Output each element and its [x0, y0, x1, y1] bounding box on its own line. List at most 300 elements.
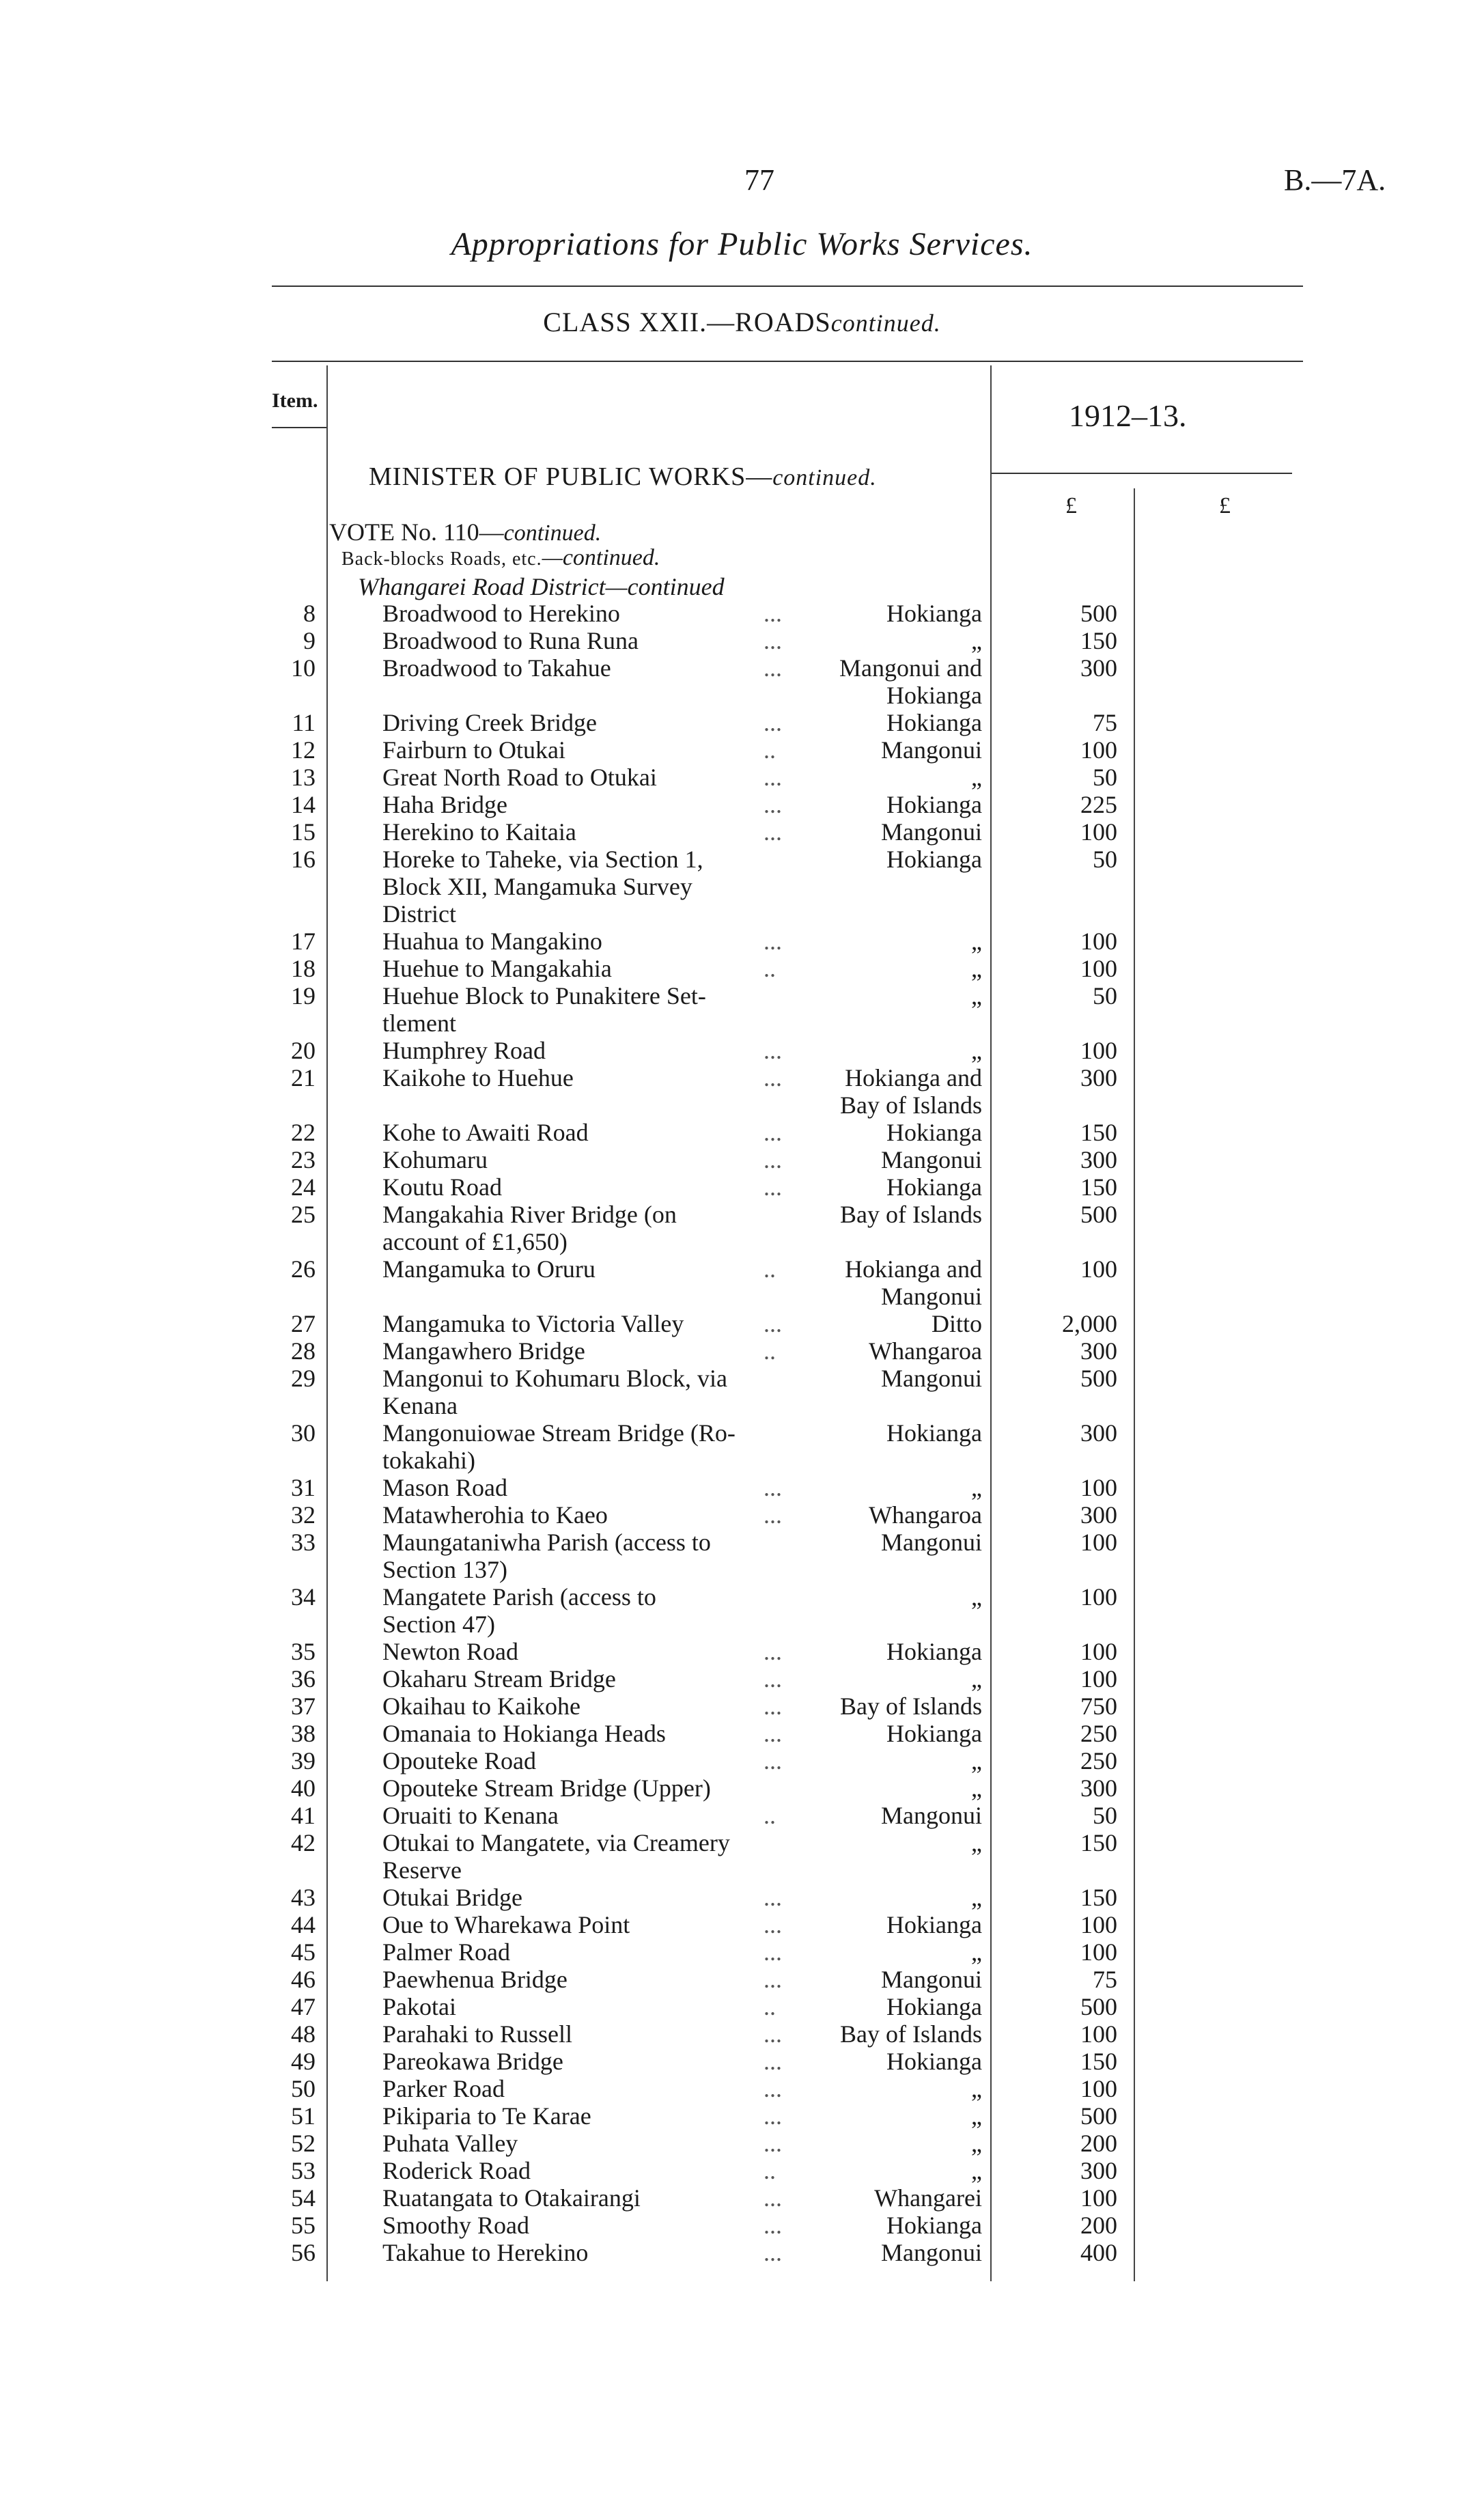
year-column-header: 1912–13. — [1069, 398, 1187, 433]
item-number: 56 — [291, 2239, 316, 2266]
item-number: 9 — [303, 627, 316, 654]
table-row — [0, 2020, 1484, 2048]
leader-dots: ... — [764, 1119, 782, 1146]
backblocks-heading-text: Back-blocks Roads, etc. — [341, 548, 542, 570]
item-number: 23 — [291, 1146, 316, 1173]
item-amount: 100 — [1080, 928, 1117, 955]
table-row — [0, 955, 1484, 982]
item-amount: 250 — [1080, 1720, 1117, 1747]
item-district: „ — [971, 1884, 982, 1911]
item-description: Opouteke Stream Bridge (Upper) — [382, 1774, 711, 1802]
item-description: Koutu Road — [382, 1173, 502, 1201]
vote-heading-continued: continued. — [503, 520, 602, 546]
table-row — [0, 1938, 1484, 1966]
table-row — [0, 2075, 1484, 2102]
item-number: 30 — [291, 1419, 316, 1447]
item-district: Hokianga and Bay of Islands — [840, 1064, 982, 1119]
item-district: „ — [971, 2130, 982, 2157]
item-description: Huehue Block to Punakitere Set- tlement — [382, 982, 706, 1037]
item-district: „ — [971, 1774, 982, 1802]
item-amount: 100 — [1080, 2020, 1117, 2048]
item-district: Hokianga — [886, 2048, 982, 2075]
item-district: Hokianga — [886, 1173, 982, 1201]
item-number: 42 — [291, 1829, 316, 1856]
item-district: Mangonui — [881, 818, 982, 846]
leader-dots: ... — [764, 1911, 782, 1938]
table-row — [0, 1201, 1484, 1255]
table-row — [0, 736, 1484, 764]
item-district: Hokianga — [886, 846, 982, 873]
item-number: 14 — [291, 791, 316, 818]
item-description: Huehue to Mangakahia — [382, 955, 612, 982]
item-amount: 300 — [1080, 1774, 1117, 1802]
leader-dots: .. — [764, 955, 776, 982]
document-reference: B.—7A. — [1284, 163, 1386, 197]
table-row — [0, 1693, 1484, 1720]
item-number: 8 — [303, 600, 316, 627]
table-row — [0, 709, 1484, 736]
minister-heading-text: MINISTER OF PUBLIC WORKS— — [369, 462, 773, 491]
item-district: Hokianga — [886, 1993, 982, 2020]
table-row — [0, 2212, 1484, 2239]
item-district: Bay of Islands — [840, 1693, 982, 1720]
table-row — [0, 1173, 1484, 1201]
leader-dots: ... — [764, 2020, 782, 2048]
leader-dots: ... — [764, 2102, 782, 2130]
currency-symbol-items: £ — [1065, 493, 1077, 518]
table-row — [0, 654, 1484, 709]
item-description: Broadwood to Herekino — [382, 600, 620, 627]
item-number: 16 — [291, 846, 316, 873]
item-number: 46 — [291, 1966, 316, 1993]
item-description: Pakotai — [382, 1993, 456, 2020]
item-district: Hokianga — [886, 1720, 982, 1747]
leader-dots: ... — [764, 2075, 782, 2102]
item-amount: 100 — [1080, 2184, 1117, 2212]
appropriation-rows — [0, 600, 1484, 2266]
item-description: Pareokawa Bridge — [382, 2048, 563, 2075]
table-row — [0, 1665, 1484, 1693]
item-district: Hokianga — [886, 600, 982, 627]
table-row — [0, 1365, 1484, 1419]
leader-dots: ... — [764, 1146, 782, 1173]
item-number: 36 — [291, 1665, 316, 1693]
item-amount: 75 — [1093, 709, 1117, 736]
table-row — [0, 1884, 1484, 1911]
item-amount: 100 — [1080, 955, 1117, 982]
item-description: Takahue to Herekino — [382, 2239, 589, 2266]
item-district: Bay of Islands — [840, 2020, 982, 2048]
item-district: Whangarei — [874, 2184, 982, 2212]
item-description: Mangatete Parish (access to Section 47) — [382, 1583, 656, 1638]
item-amount: 300 — [1080, 1501, 1117, 1529]
table-row — [0, 1419, 1484, 1474]
leader-dots: .. — [764, 1255, 776, 1283]
table-row — [0, 2239, 1484, 2266]
item-description: Okaihau to Kaikohe — [382, 1693, 580, 1720]
item-district: Hokianga — [886, 1911, 982, 1938]
item-number: 38 — [291, 1720, 316, 1747]
item-number: 54 — [291, 2184, 316, 2212]
item-number: 50 — [291, 2075, 316, 2102]
item-description: Puhata Valley — [382, 2130, 518, 2157]
item-amount: 100 — [1080, 1665, 1117, 1693]
item-district: Hokianga — [886, 709, 982, 736]
item-amount: 100 — [1080, 1638, 1117, 1665]
item-number: 49 — [291, 2048, 316, 2075]
item-amount: 50 — [1093, 982, 1117, 1009]
table-row — [0, 1310, 1484, 1337]
leader-dots: ... — [764, 627, 782, 654]
table-row — [0, 1501, 1484, 1529]
item-number: 45 — [291, 1938, 316, 1966]
item-amount: 100 — [1080, 736, 1117, 764]
item-description: Parahaki to Russell — [382, 2020, 572, 2048]
item-amount: 50 — [1093, 1802, 1117, 1829]
item-district: Mangonui — [881, 736, 982, 764]
currency-symbol-total: £ — [1219, 493, 1231, 518]
item-district: Mangonui — [881, 1529, 982, 1556]
item-district: Bay of Islands — [840, 1201, 982, 1228]
leader-dots: ... — [764, 1037, 782, 1064]
table-row — [0, 1474, 1484, 1501]
item-description: Mangonui to Kohumaru Block, via Kenana — [382, 1365, 727, 1419]
item-amount: 100 — [1080, 818, 1117, 846]
item-district: „ — [971, 1474, 982, 1501]
item-description: Otukai Bridge — [382, 1884, 522, 1911]
item-number: 44 — [291, 1911, 316, 1938]
minister-heading-continued: continued. — [772, 465, 877, 490]
item-amount: 150 — [1080, 627, 1117, 654]
item-district: „ — [971, 955, 982, 982]
table-row — [0, 1638, 1484, 1665]
leader-dots: ... — [764, 2239, 782, 2266]
item-amount: 100 — [1080, 1474, 1117, 1501]
item-district: Hokianga — [886, 1419, 982, 1447]
item-description: Broadwood to Takahue — [382, 654, 611, 682]
item-description: Otukai to Mangatete, via Creamery Reserve — [382, 1829, 730, 1884]
item-district: Hokianga — [886, 2212, 982, 2239]
item-number: 52 — [291, 2130, 316, 2157]
item-description: Great North Road to Otukai — [382, 764, 657, 791]
item-number: 48 — [291, 2020, 316, 2048]
leader-dots: ... — [764, 1720, 782, 1747]
item-number: 24 — [291, 1173, 316, 1201]
leader-dots: ... — [764, 764, 782, 791]
item-description: Kaikohe to Huehue — [382, 1064, 574, 1091]
item-amount: 50 — [1093, 846, 1117, 873]
item-description: Pikiparia to Te Karae — [382, 2102, 591, 2130]
item-number: 25 — [291, 1201, 316, 1228]
item-description: Maungataniwha Parish (access to Section 137) — [382, 1529, 711, 1583]
item-description: Palmer Road — [382, 1938, 510, 1966]
item-district: Hokianga — [886, 1638, 982, 1665]
leader-dots: ... — [764, 1501, 782, 1529]
table-row — [0, 1829, 1484, 1884]
item-amount: 100 — [1080, 1583, 1117, 1611]
table-row — [0, 1911, 1484, 1938]
leader-dots: .. — [764, 1337, 776, 1365]
leader-dots: ... — [764, 2130, 782, 2157]
item-amount: 300 — [1080, 1064, 1117, 1091]
item-district: Mangonui — [881, 1966, 982, 1993]
item-amount: 300 — [1080, 1419, 1117, 1447]
item-amount: 500 — [1080, 2102, 1117, 2130]
item-amount: 500 — [1080, 1201, 1117, 1228]
table-row — [0, 1037, 1484, 1064]
item-district: „ — [971, 627, 982, 654]
table-row — [0, 2130, 1484, 2157]
item-description: Haha Bridge — [382, 791, 507, 818]
leader-dots: ... — [764, 2048, 782, 2075]
item-description: Mason Road — [382, 1474, 507, 1501]
item-amount: 200 — [1080, 2130, 1117, 2157]
item-district: Whangaroa — [869, 1337, 982, 1365]
item-district: „ — [971, 2075, 982, 2102]
backblocks-heading — [341, 545, 660, 571]
item-number: 34 — [291, 1583, 316, 1611]
item-description: Paewhenua Bridge — [382, 1966, 568, 1993]
table-row — [0, 1337, 1484, 1365]
item-amount: 150 — [1080, 1173, 1117, 1201]
table-row — [0, 2184, 1484, 2212]
page-number: 77 — [744, 163, 774, 197]
table-row — [0, 1064, 1484, 1119]
leader-dots: ... — [764, 2212, 782, 2239]
item-amount: 500 — [1080, 600, 1117, 627]
item-number: 15 — [291, 818, 316, 846]
item-district: Hokianga — [886, 1119, 982, 1146]
item-description: Opouteke Road — [382, 1747, 536, 1774]
leader-dots: ... — [764, 818, 782, 846]
item-amount: 250 — [1080, 1747, 1117, 1774]
minister-heading — [369, 462, 877, 492]
item-district: Ditto — [931, 1310, 982, 1337]
item-number: 28 — [291, 1337, 316, 1365]
leader-dots: ... — [764, 928, 782, 955]
leader-dots: ... — [764, 1938, 782, 1966]
vote-heading — [329, 518, 601, 546]
item-description: Mangonuiowae Stream Bridge (Ro- tokakahi) — [382, 1419, 736, 1474]
item-description: Oruaiti to Kenana — [382, 1802, 559, 1829]
item-number: 20 — [291, 1037, 316, 1064]
item-number: 51 — [291, 2102, 316, 2130]
item-number: 29 — [291, 1365, 316, 1392]
item-amount: 100 — [1080, 1037, 1117, 1064]
item-district: „ — [971, 2102, 982, 2130]
item-number: 35 — [291, 1638, 316, 1665]
item-description: Huahua to Mangakino — [382, 928, 602, 955]
item-district: Mangonui and Hokianga — [839, 654, 982, 709]
item-amount: 150 — [1080, 1884, 1117, 1911]
item-description: Driving Creek Bridge — [382, 709, 597, 736]
item-district: Mangonui — [881, 1146, 982, 1173]
item-description: Mangamuka to Victoria Valley — [382, 1310, 684, 1337]
item-number: 11 — [292, 709, 316, 736]
item-amount: 100 — [1080, 1255, 1117, 1283]
table-top-rule — [272, 361, 1303, 362]
item-number: 26 — [291, 1255, 316, 1283]
item-description: Roderick Road — [382, 2157, 531, 2184]
class-heading-continued: continued. — [830, 309, 941, 337]
table-row — [0, 627, 1484, 654]
leader-dots: ... — [764, 1693, 782, 1720]
item-description: Mangawhero Bridge — [382, 1337, 585, 1365]
item-description: Ruatangata to Otakairangi — [382, 2184, 641, 2212]
item-amount: 225 — [1080, 791, 1117, 818]
item-description: Fairburn to Otukai — [382, 736, 565, 764]
item-amount: 50 — [1093, 764, 1117, 791]
table-row — [0, 818, 1484, 846]
item-number: 10 — [291, 654, 316, 682]
item-number: 31 — [291, 1474, 316, 1501]
leader-dots: ... — [764, 1665, 782, 1693]
item-district: „ — [971, 982, 982, 1009]
item-description: Smoothy Road — [382, 2212, 530, 2239]
table-row — [0, 791, 1484, 818]
table-row — [0, 1583, 1484, 1638]
item-description: Humphrey Road — [382, 1037, 546, 1064]
item-amount: 100 — [1080, 1938, 1117, 1966]
leader-dots: ... — [764, 654, 782, 682]
leader-dots: ... — [764, 1064, 782, 1091]
item-district: Whangaroa — [869, 1501, 982, 1529]
table-row — [0, 1993, 1484, 2020]
class-heading-text: CLASS XXII.—ROADS — [543, 307, 831, 337]
item-number: 18 — [291, 955, 316, 982]
item-header-rule — [272, 427, 326, 428]
item-description: Oue to Wharekawa Point — [382, 1911, 630, 1938]
leader-dots: ... — [764, 709, 782, 736]
item-district: „ — [971, 1665, 982, 1693]
item-amount: 300 — [1080, 2157, 1117, 2184]
item-number: 12 — [291, 736, 316, 764]
year-header-rule — [992, 473, 1292, 474]
item-district: Hokianga — [886, 791, 982, 818]
item-number: 39 — [291, 1747, 316, 1774]
leader-dots: ... — [764, 1966, 782, 1993]
item-district: Hokianga and Mangonui — [845, 1255, 982, 1310]
table-row — [0, 2157, 1484, 2184]
item-number: 37 — [291, 1693, 316, 1720]
leader-dots: .. — [764, 2157, 776, 2184]
item-description: Matawherohia to Kaeo — [382, 1501, 608, 1529]
table-row — [0, 928, 1484, 955]
item-amount: 500 — [1080, 1365, 1117, 1392]
item-amount: 300 — [1080, 1146, 1117, 1173]
leader-dots: ... — [764, 1310, 782, 1337]
item-description: Okaharu Stream Bridge — [382, 1665, 616, 1693]
item-number: 22 — [291, 1119, 316, 1146]
table-row — [0, 982, 1484, 1037]
table-row — [0, 2102, 1484, 2130]
item-description: Newton Road — [382, 1638, 518, 1665]
leader-dots: ... — [764, 1173, 782, 1201]
item-description: Kohumaru — [382, 1146, 488, 1173]
item-number: 27 — [291, 1310, 316, 1337]
item-district: „ — [971, 928, 982, 955]
item-district: „ — [971, 764, 982, 791]
item-district: Mangonui — [881, 1802, 982, 1829]
item-number: 53 — [291, 2157, 316, 2184]
item-district: „ — [971, 1583, 982, 1611]
item-amount: 300 — [1080, 654, 1117, 682]
item-district: „ — [971, 1829, 982, 1856]
item-amount: 150 — [1080, 1829, 1117, 1856]
table-row — [0, 1146, 1484, 1173]
class-heading — [0, 306, 1484, 338]
item-description: Horeke to Taheke, via Section 1, Block XII, Mangamuka Survey District — [382, 846, 703, 928]
table-row — [0, 1774, 1484, 1802]
item-description: Herekino to Kaitaia — [382, 818, 576, 846]
page-title: Appropriations for Public Works Services. — [451, 226, 1033, 262]
table-row — [0, 1966, 1484, 1993]
item-district: Mangonui — [881, 1365, 982, 1392]
item-district: „ — [971, 1747, 982, 1774]
item-description: Omanaia to Hokianga Heads — [382, 1720, 666, 1747]
table-row — [0, 2048, 1484, 2075]
item-amount: 150 — [1080, 1119, 1117, 1146]
item-amount: 100 — [1080, 1529, 1117, 1556]
leader-dots: ... — [764, 1638, 782, 1665]
leader-dots: ... — [764, 1747, 782, 1774]
item-number: 17 — [291, 928, 316, 955]
item-amount: 500 — [1080, 1993, 1117, 2020]
item-amount: 400 — [1080, 2239, 1117, 2266]
item-description: Mangakahia River Bridge (on account of £1,650) — [382, 1201, 677, 1255]
leader-dots: .. — [764, 736, 776, 764]
item-number: 13 — [291, 764, 316, 791]
leader-dots: ... — [764, 2184, 782, 2212]
table-row — [0, 1255, 1484, 1310]
table-row — [0, 1529, 1484, 1583]
item-description: Kohe to Awaiti Road — [382, 1119, 589, 1146]
item-number: 32 — [291, 1501, 316, 1529]
leader-dots: ... — [764, 1474, 782, 1501]
table-row — [0, 764, 1484, 791]
backblocks-heading-continued: —continued. — [542, 545, 660, 570]
leader-dots: .. — [764, 1993, 776, 2020]
table-row — [0, 600, 1484, 627]
leader-dots: .. — [764, 1802, 776, 1829]
item-column-header: Item. — [272, 389, 318, 412]
table-row — [0, 1720, 1484, 1747]
item-amount: 750 — [1080, 1693, 1117, 1720]
table-row — [0, 1802, 1484, 1829]
vote-heading-text: VOTE No. 110— — [329, 518, 504, 546]
table-row — [0, 1119, 1484, 1146]
item-amount: 2,000 — [1062, 1310, 1117, 1337]
leader-dots: ... — [764, 600, 782, 627]
district-heading — [358, 572, 725, 601]
table-row — [0, 1747, 1484, 1774]
item-district: „ — [971, 1037, 982, 1064]
item-number: 41 — [291, 1802, 316, 1829]
item-district: „ — [971, 2157, 982, 2184]
leader-dots: ... — [764, 791, 782, 818]
item-amount: 100 — [1080, 2075, 1117, 2102]
leader-dots: ... — [764, 1884, 782, 1911]
item-amount: 100 — [1080, 1911, 1117, 1938]
item-district: Mangonui — [881, 2239, 982, 2266]
item-district: „ — [971, 1938, 982, 1966]
item-number: 47 — [291, 1993, 316, 2020]
item-number: 40 — [291, 1774, 316, 1802]
item-number: 19 — [291, 982, 316, 1009]
item-number: 55 — [291, 2212, 316, 2239]
item-number: 33 — [291, 1529, 316, 1556]
item-amount: 200 — [1080, 2212, 1117, 2239]
